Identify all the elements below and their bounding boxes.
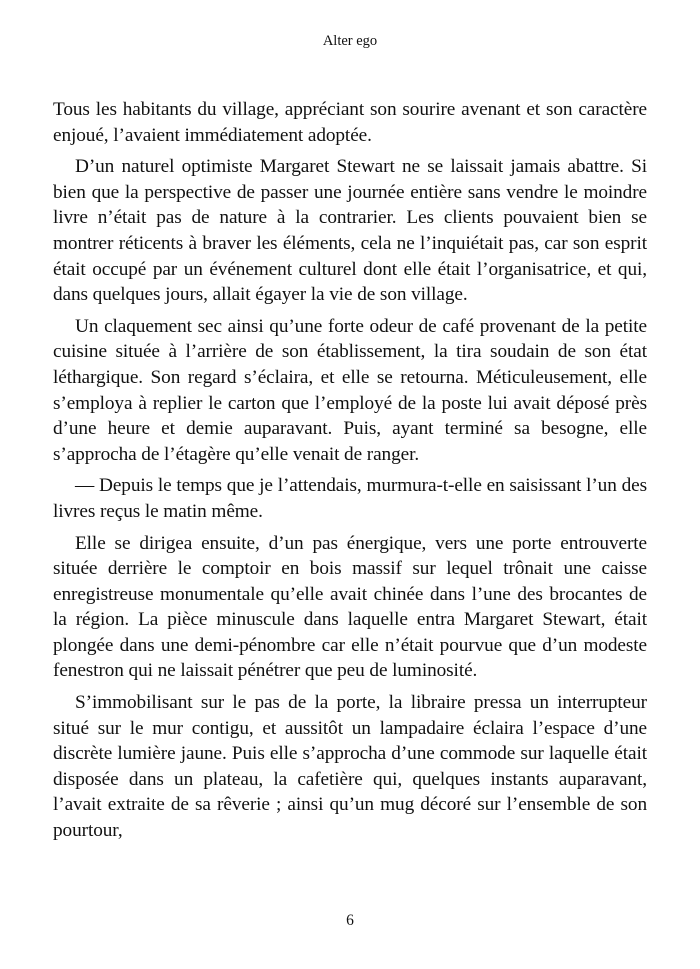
paragraph-6: S’immobilisant sur le pas de la porte, la libraire pressa un interrupteur situé sur le mur contigu, et aussitôt un lampadaire éclaira l’espace d’une discrète lumière jaune. Puis elle s’approcha d’une commode sur laquelle était disposée dans un plateau, la cafetière qui, quelques instants auparavant, l’avait extraite de sa rêverie ; ainsi qu’un mug décoré sur l’ensemble de son pourtour, — [53, 692, 647, 842]
running-header: Alter ego — [322, 33, 378, 49]
paragraph-5: Elle se dirigea ensuite, d’un pas énergique, vers une porte entrouverte située derrière le comptoir en bois massif sur lequel trônait une caisse enregistreuse monumentale qu’elle avait chinée dans l’une des brocantes de la région. La pièce minuscule dans laquelle entra Margaret Stewart, était plongée dans une demi-pénombre car elle n’était pourvue que d’un modeste fenestron qui ne laissait pénétrer que peu de luminosité. — [53, 532, 647, 682]
paragraph-3: Un claquement sec ainsi qu’une forte odeur de café provenant de la petite cuisine située à l’arrière de son établissement, la tira soudain de son état léthargique. Son regard s’éclaira, et elle se retourna. Méticuleusement, elle s’employa à replier le carton que l’employé de la poste lui avait déposé près d’une heure et demie auparavant. Puis, ayant terminé sa besogne, elle s’approcha de l’étagère qu’elle venait de ranger. — [53, 315, 647, 465]
paragraph-1: Tous les habitants du village, appréciant son sourire avenant et son caractère enjoué, l’avaient immédiatement adoptée. — [53, 99, 647, 146]
body-text — [53, 97, 647, 850]
page-number: 6 — [346, 912, 354, 929]
paragraph-4-dialogue: — Depuis le temps que je l’attendais, murmura-t-elle en saisissant l’un des livres reçus le matin même. — [53, 475, 647, 522]
paragraph-2: D’un naturel optimiste Margaret Stewart ne se laissait jamais abattre. Si bien que la perspective de passer une journée entière sans vendre le moindre livre n’était pas de nature à la contrarier. Les clients pouvaient bien se montrer réticents à braver les éléments, cela ne l’inquiétait pas, car son esprit était occupé par un événement culturel dont elle était l’organisatrice, et qui, dans quelques jours, allait égayer la vie de son village. — [53, 156, 647, 306]
